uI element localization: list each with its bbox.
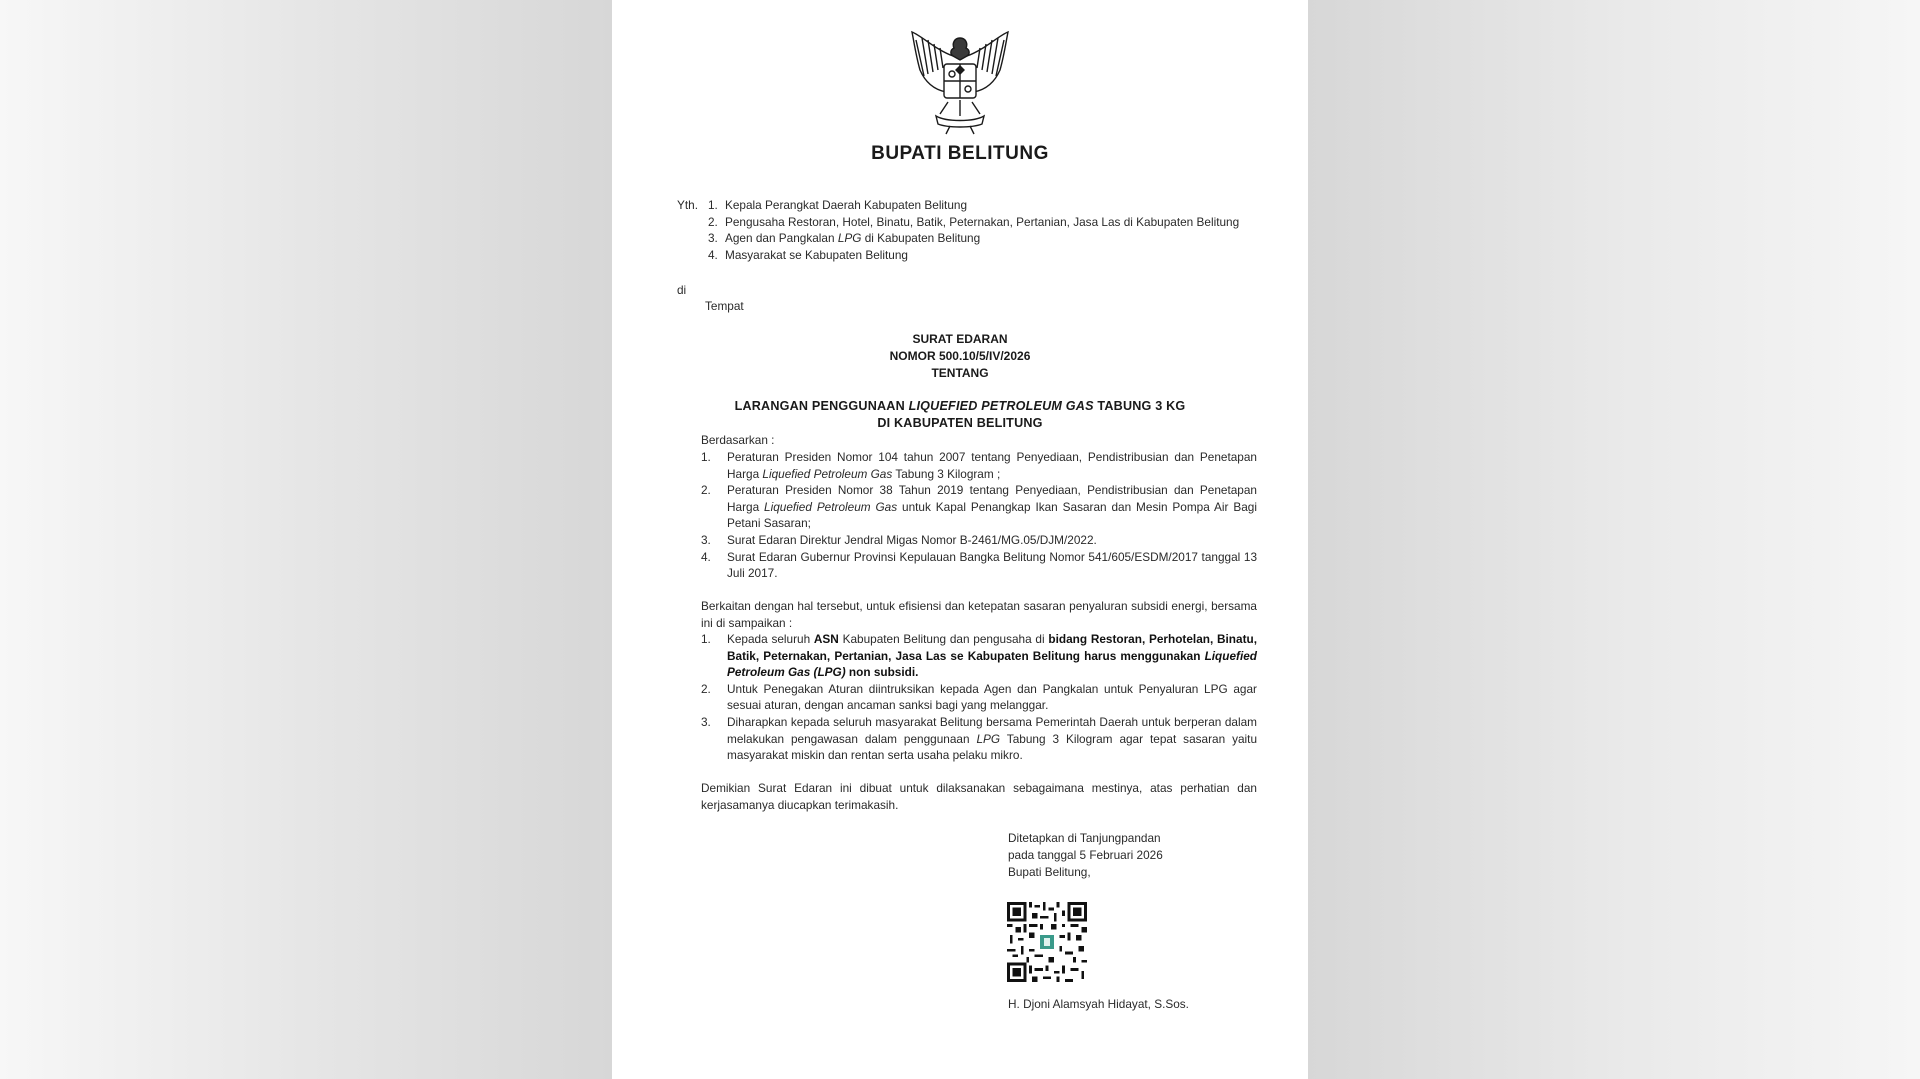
garuda-emblem-icon	[906, 30, 1014, 136]
list-item: 3. Diharapkan kepada seluruh masyarakat Belitung bersama Pemerintah Daerah untuk berperan dalam melakukan pengawasan dalam penggunaan LPG Tabung 3 Kilogram agar tepat sasaran yaitu masyarakat miskin dan rentan serta usaha pelaku mikro.	[701, 714, 1257, 763]
di-label: di	[677, 283, 687, 297]
letter-subject-line2: DI KABUPATEN BELITUNG	[877, 416, 1043, 430]
letter-type: SURAT EDARAN	[912, 332, 1008, 346]
list-item: 2. Peraturan Presiden Nomor 38 Tahun 2019 tentang Penyediaan, Pendistribusian dan Penetapan Harga Liquefied Petroleum Gas untuk Kapal Penangkap Ikan Sasaran dan Mesin Pompa Air Bagi Petani Sasaran;	[701, 483, 1257, 531]
signature-place: Ditetapkan di Tanjungpandan	[1008, 831, 1161, 845]
list-item: 4. Surat Edaran Gubernur Provinsi Kepulauan Bangka Belitung Nomor 541/605/ESDM/2017 tanggal 13 Juli 2017.	[701, 549, 1257, 581]
list-item: 1. Kepala Perangkat Daerah Kabupaten Belitung	[708, 198, 968, 212]
list-item: 3. Surat Edaran Direktur Jendral Migas Nomor B-2461/MG.05/DJM/2022.	[701, 532, 1097, 547]
background-left	[0, 0, 612, 1079]
list-item: 1. Peraturan Presiden Nomor 104 tahun 2007 tentang Penyediaan, Pendistribusian dan Penetapan Harga Liquefied Petroleum Gas Tabung 3 Kilogram ;	[701, 450, 1257, 481]
background-right	[1308, 0, 1920, 1079]
list-item: 2. Untuk Penegakan Aturan diintruksikan kepada Agen dan Pangkalan untuk Penyaluran LPG agar sesuai aturan, dengan ancaman sanksi bagi yang melanggar.	[701, 681, 1257, 713]
recipients-label: Yth.	[677, 198, 698, 212]
office-heading: BUPATI BELITUNG	[871, 143, 1049, 164]
body-intro: Berkaitan dengan hal tersebut, untuk efisiensi dan ketepatan sasaran penyaluran subsidi energi, bersama ini di sampaikan :	[701, 599, 1257, 630]
list-item: 4. Masyarakat se Kabupaten Belitung	[708, 247, 908, 262]
list-item: 3. Agen dan Pangkalan LPG di Kabupaten Belitung	[708, 231, 981, 245]
qr-code-icon	[1007, 902, 1087, 982]
closing-paragraph: Demikian Surat Edaran ini dibuat untuk dilaksanakan sebagaimana mestinya, atas perhatian dan kerjasamanya diucapkan terimakasih.	[701, 781, 1257, 812]
list-item: 1. Kepada seluruh ASN Kabupaten Belitung dan pengusaha di bidang Restoran, Perhotelan, Binatu, Batik, Peternakan, Pertanian, Jasa Las se Kabupaten Belitung harus menggunakan Liquefied Petroleum Gas (LPG) non subsidi.	[701, 632, 1257, 680]
list-item: 2. Pengusaha Restoran, Hotel, Binatu, Batik, Peternakan, Pertanian, Jasa Las di Kabupaten Belitung	[708, 214, 1240, 229]
signature-office: Bupati Belitung,	[1008, 865, 1091, 879]
letter-tentang: TENTANG	[931, 366, 989, 380]
signature-date: pada tanggal 5 Februari 2026	[1008, 848, 1163, 862]
letter-subject: LARANGAN PENGGUNAAN LIQUEFIED PETROLEUM GAS TABUNG 3 KG	[734, 399, 1186, 413]
legal-basis-list	[701, 449, 1257, 582]
recipients-list	[708, 197, 1308, 263]
instruction-list	[701, 631, 1257, 764]
legal-basis-label: Berdasarkan :	[701, 433, 775, 447]
letter-number: NOMOR 500.10/5/IV/2026	[889, 349, 1031, 363]
tempat-label: Tempat	[705, 299, 744, 313]
document-page	[612, 0, 1308, 1079]
signer-name: H. Djoni Alamsyah Hidayat, S.Sos.	[1008, 997, 1189, 1011]
